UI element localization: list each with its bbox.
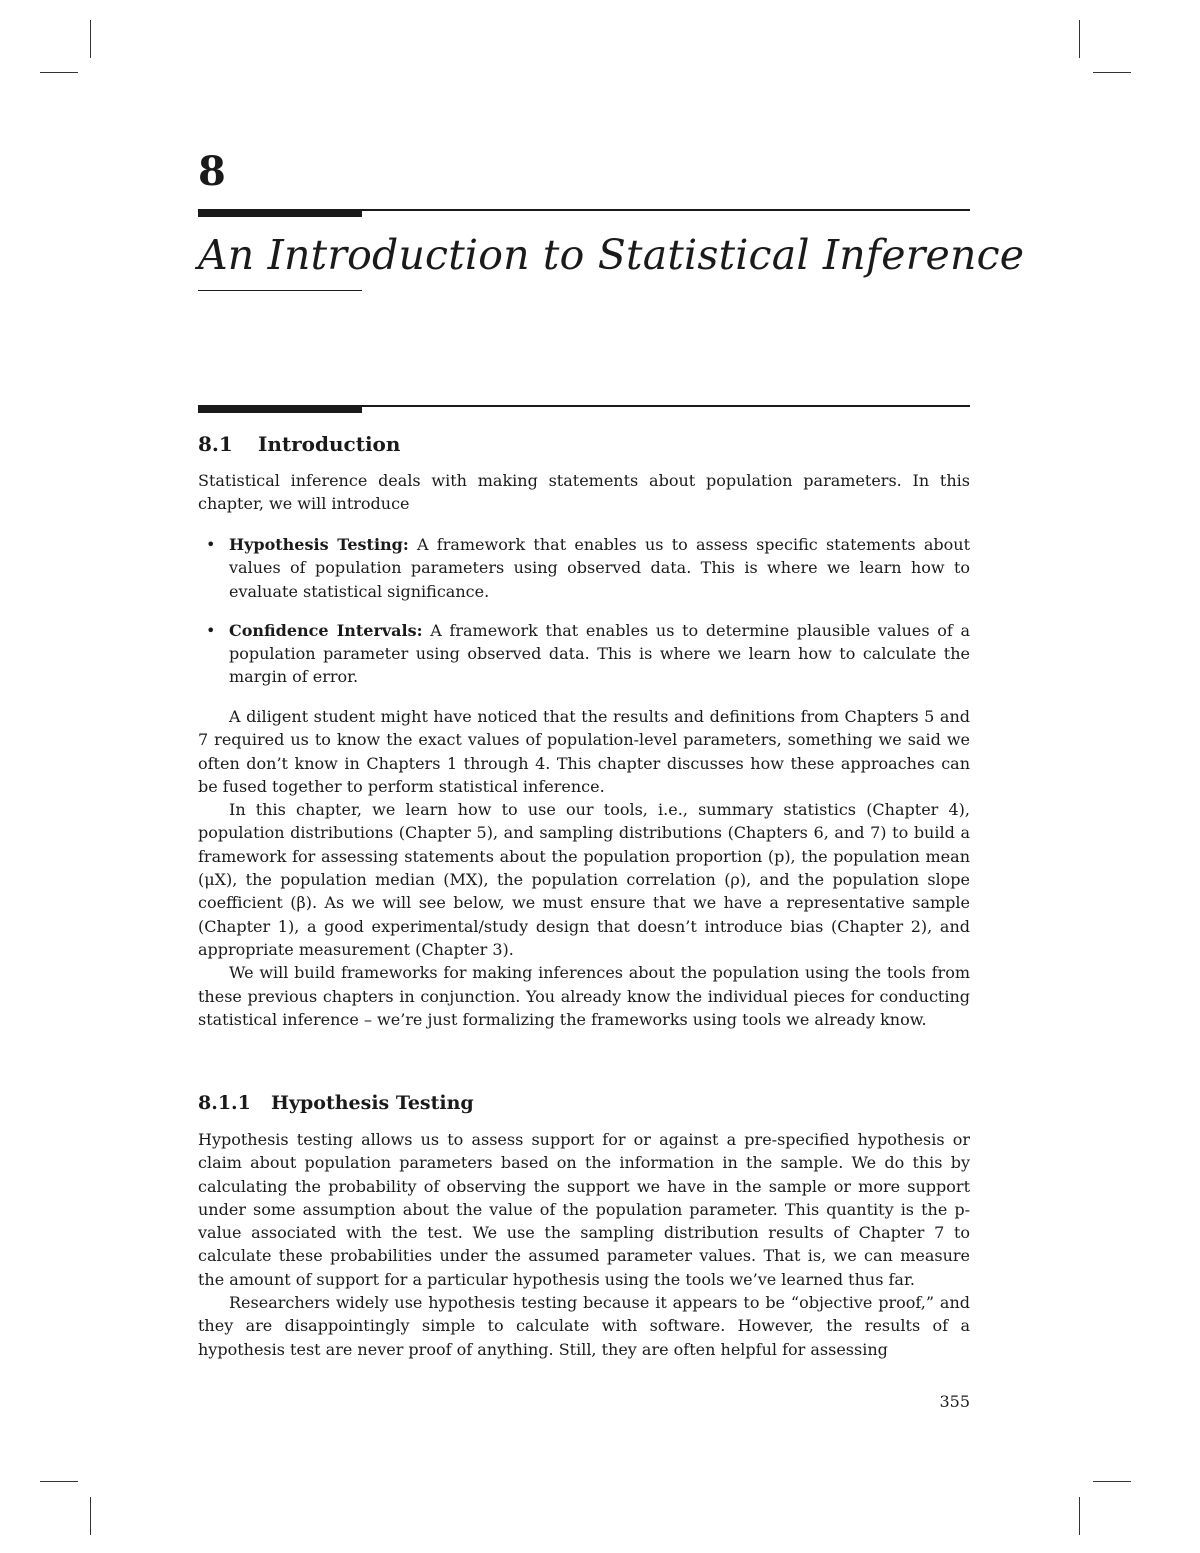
bullet-list [198, 533, 970, 705]
bullet-icon: • [206, 535, 216, 554]
crop-mark [90, 1497, 91, 1535]
bullet-term: Confidence Intervals: [229, 620, 423, 640]
page-number: 355 [939, 1392, 970, 1411]
bullet-text: A framework that enables us to assess specific statements about values of population parameters using observed data. This is where we learn how to evaluate statistical significance. [229, 535, 971, 601]
crop-mark [40, 72, 78, 73]
bullet-term: Hypothesis Testing: [229, 535, 409, 554]
subsection-title: Hypothesis Testing [271, 1092, 474, 1114]
intro-text: Statistical inference deals with making statements about population parameters. In this chapter, we will introduce [198, 471, 970, 514]
subsection-number: 8.1.1 [198, 1092, 251, 1114]
body-text [198, 705, 970, 1031]
bullet-text: A framework that enables us to determine plausible values of a population parameter using observed data. This is where we learn how to calculate the margin of error. [229, 620, 970, 687]
body-paragraph: Hypothesis testing allows us to assess support for or against a pre-specified hypothesis or claim about population parameters based on the information in the sample. We do this by calculating the probability of observing the support we have in the sample or more support under some assumption about the value of the population parameter. This quantity is the p-value associated with the test. We use the sampling distribution results of Chapter 7 to calculate these probabilities under the assumed parameter values. That is, we can measure the amount of support for a particular hypothesis using the tools we’ve learned thus far. [198, 1130, 970, 1289]
bullet-icon: • [206, 620, 216, 640]
section-number: 8.1 [198, 432, 233, 456]
intro-paragraph [198, 469, 970, 516]
crop-mark [1093, 72, 1131, 73]
chapter-rule-accent [198, 209, 362, 217]
body-paragraph: We will build frameworks for making inferences about the population using the tools from these previous chapters in conjunction. You already know the individual pieces for conducting statistical inference – we’re just formalizing the frameworks using tools we already know. [198, 963, 970, 1029]
chapter-title: An Introduction to Statistical Inference [198, 231, 1025, 279]
body-paragraph: In this chapter, we learn how to use our tools, i.e., summary statistics (Chapter 4), population distributions (Chapter 5), and sampling distributions (Chapters 6, and 7) to build a framework for assessing statements about the population proportion (p), the population mean (μX), the population median (MX), the population correlation (ρ), and the population slope coefficient (β). As we will see below, we must ensure that we have a representative sample (Chapter 1), a good experimental/study design that doesn’t introduce bias (Chapter 2), and appropriate measurement (Chapter 3). [198, 800, 970, 959]
crop-mark [1079, 20, 1080, 58]
list-item [198, 619, 970, 689]
section-heading [198, 432, 400, 456]
subsection-heading [198, 1092, 474, 1115]
chapter-number: 8 [198, 148, 226, 195]
crop-mark [1079, 1497, 1080, 1535]
section-title: Introduction [258, 432, 401, 456]
crop-mark [40, 1481, 78, 1482]
list-item [198, 533, 970, 603]
crop-mark [90, 20, 91, 58]
crop-mark [1093, 1481, 1131, 1482]
body-paragraph: A diligent student might have noticed that the results and definitions from Chapters 5 and 7 required us to know the exact values of population-level parameters, something we said we often don’t know in Chapters 1 through 4. This chapter discusses how these approaches can be fused together to perform statistical inference. [198, 707, 970, 796]
chapter-title-underline [198, 290, 362, 291]
section-rule-accent [198, 405, 362, 413]
subsection-text [198, 1128, 970, 1361]
body-paragraph: Researchers widely use hypothesis testing because it appears to be “objective proof,” and they are disappointingly simple to calculate with software. However, the results of a hypothesis test are never proof of anything. Still, they are often helpful for assessing [198, 1293, 970, 1359]
